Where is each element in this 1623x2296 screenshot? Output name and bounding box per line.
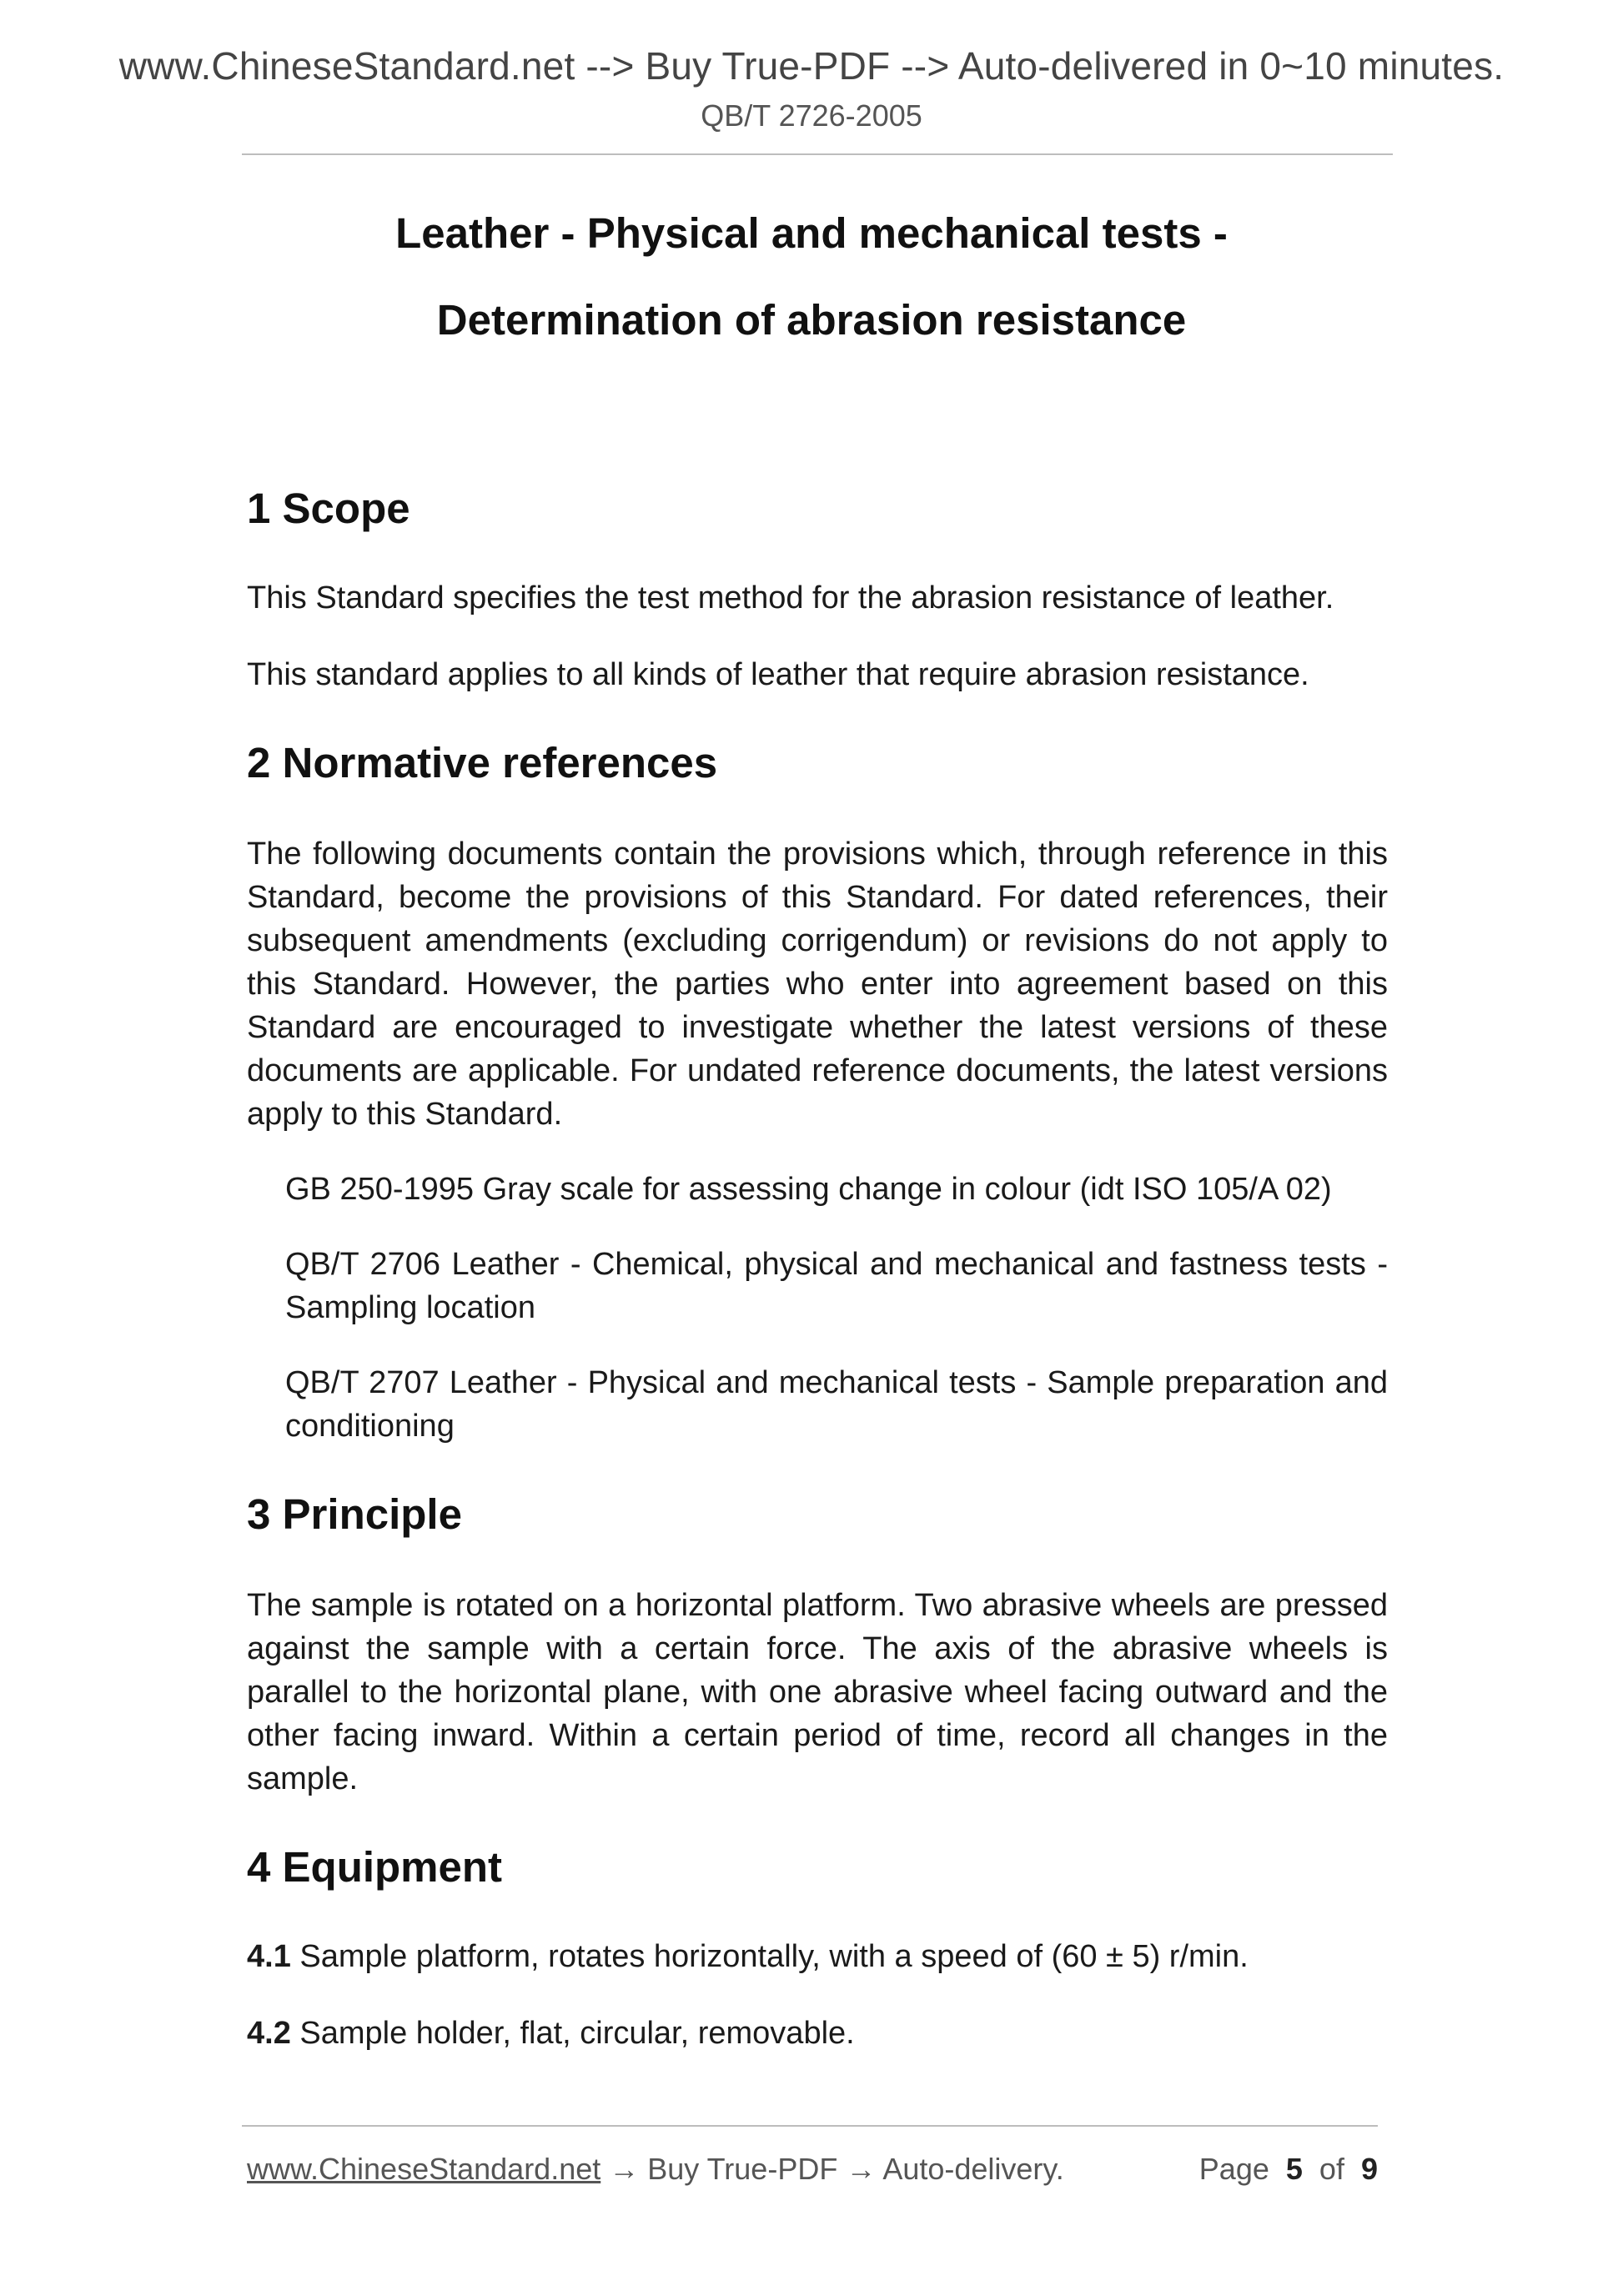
page-of-label: of [1319,2152,1344,2186]
current-page-number: 5 [1285,2152,1303,2186]
total-page-number: 9 [1360,2152,1378,2186]
principle-paragraph: The sample is rotated on a horizontal platform. Two abrasive wheels are pressed against the sample with a certain force. The axis of the abrasive wheels is parallel to the horizontal plane, with one abrasive wheel facing outward and the other facing inward. Within a certain period of time, record all changes in the sample. [247,1588,1388,1796]
footer-promo-text: → Buy True-PDF → Auto-delivery. [600,2152,1064,2186]
normative-paragraph: The following documents contain the provisions which, through reference in this Standard, become the provisions of this Standard. For dated references, their subsequent amendments (excluding corrigendum) or revisions do not apply to this Standard. However, the parties who enter into agreement based on this Standard are encouraged to investigate whether the latest versions of these documents are applicable. For undated reference documents, the latest versions apply to this Standard. [247,837,1388,1132]
section-heading-equipment: 4 Equipment [247,1843,503,1891]
header-banner: www.ChineseStandard.net --> Buy True-PDF --> Auto-delivered in 0~10 minutes. [118,44,1505,88]
footer-promo [247,2152,1064,2187]
equipment-item [247,1935,1388,1978]
reference-item: QB/T 2707 Leather - Physical and mechanical tests - Sample preparation and conditioning [285,1365,1388,1444]
page-label: Page [1198,2152,1269,2186]
equipment-item-number: 4.2 [247,2016,291,2051]
document-body [247,484,1388,2055]
section-heading-principle: 3 Principle [247,1490,462,1538]
equipment-item-text: Sample platform, rotates horizontally, with a speed of (60 ± 5) r/min. [299,1939,1249,1974]
reference-item: QB/T 2706 Leather - Chemical, physical and mechanical and fastness tests - Sampling location [285,1247,1388,1325]
section-heading-normative-references: 2 Normative references [247,739,718,786]
page-indicator [1199,2152,1378,2187]
header-divider [242,153,1393,155]
scope-paragraph-2: This standard applies to all kinds of leather that require abrasion resistance. [247,657,1309,692]
equipment-item-text: Sample holder, flat, circular, removable. [299,2016,855,2051]
document-code: QB/T 2726-2005 [701,98,922,133]
footer-site-link[interactable]: www.ChineseStandard.net [247,2152,601,2186]
scope-paragraph-1: This Standard specifies the test method for the abrasion resistance of leather. [247,580,1334,615]
section-heading-scope: 1 Scope [247,485,410,532]
document-title-line-1: Leather - Physical and mechanical tests - [395,209,1228,257]
equipment-item-number: 4.1 [247,1939,291,1974]
document-title-line-2: Determination of abrasion resistance [436,296,1187,344]
reference-item: GB 250-1995 Gray scale for assessing change in colour (idt ISO 105/A 02) [285,1172,1332,1207]
footer-divider [242,2125,1378,2127]
equipment-item [247,2012,1388,2055]
